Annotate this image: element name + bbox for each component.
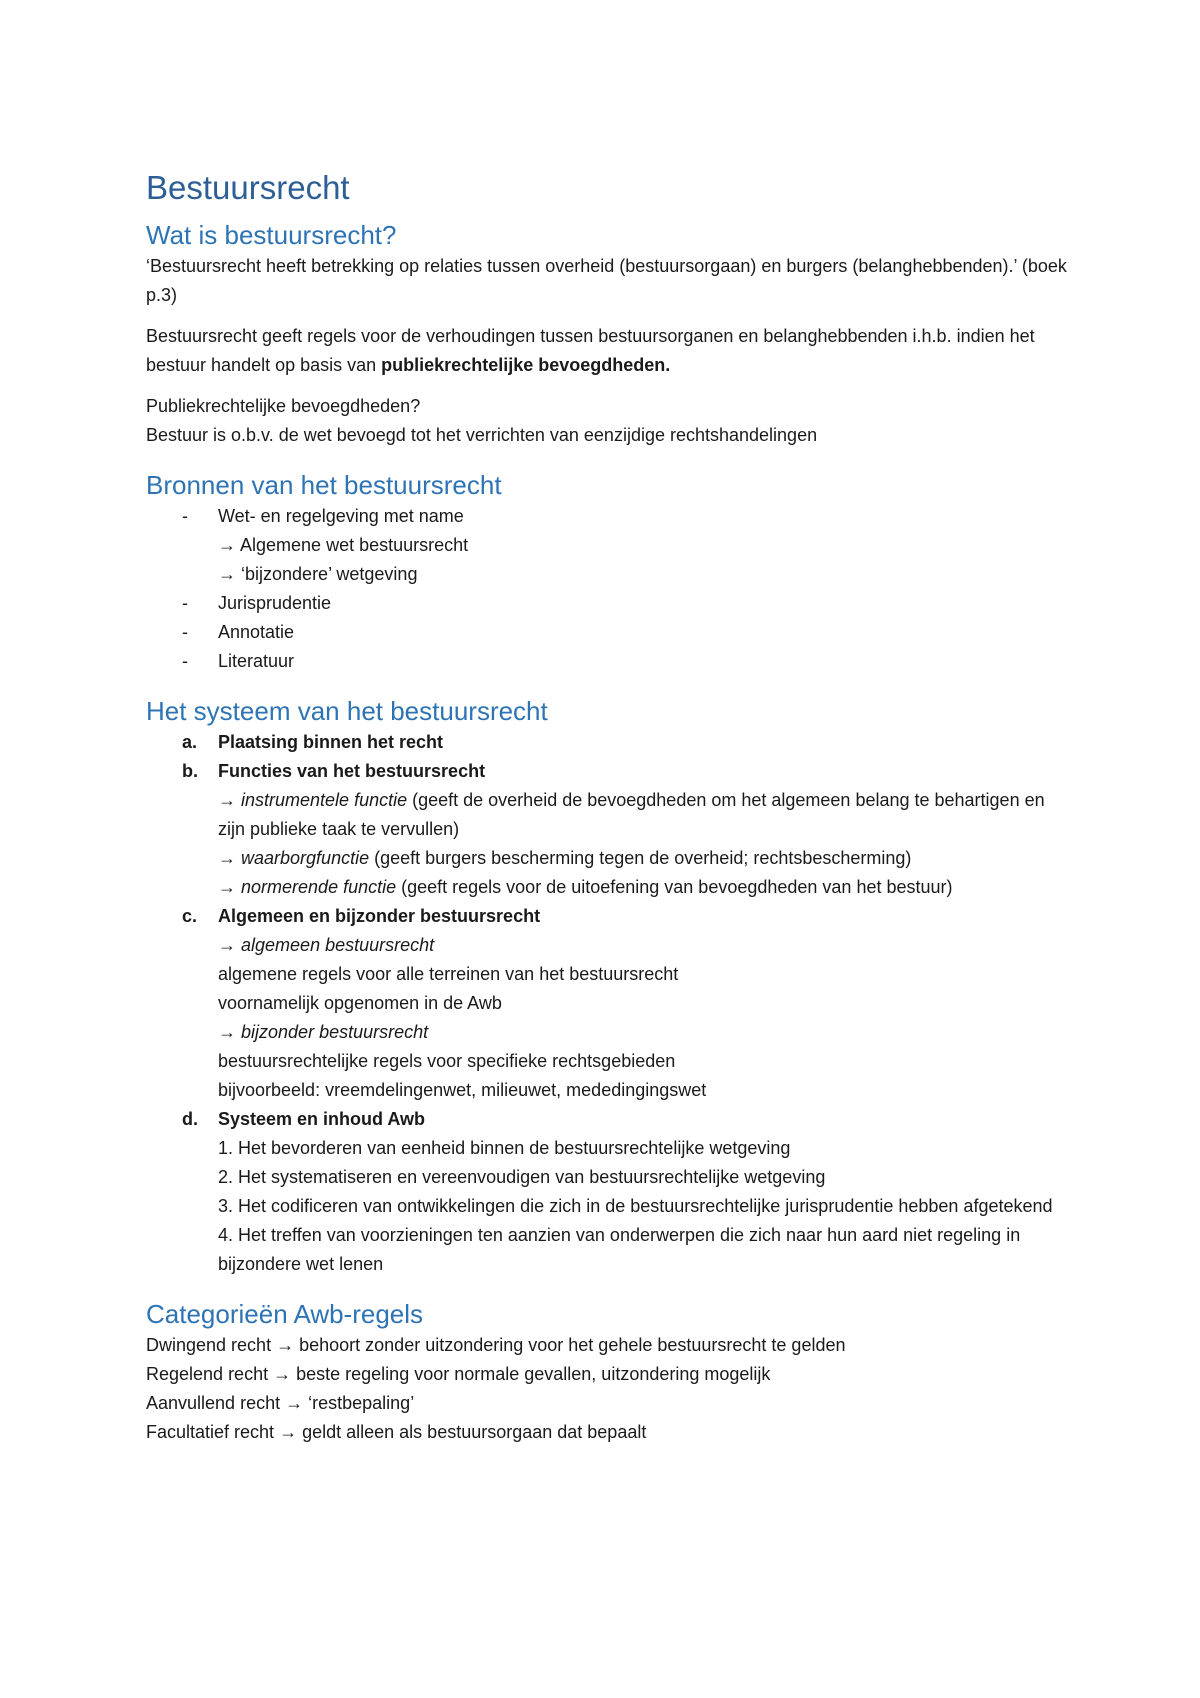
list-marker: - (182, 651, 188, 671)
category-row (146, 1389, 1076, 1418)
arrow-icon: → (273, 1364, 292, 1384)
arrow-icon: → (218, 790, 236, 810)
category-desc: beste regeling voor normale gevallen, uitzondering mogelijk (296, 1364, 771, 1384)
category-desc: behoort zonder uitzondering voor het gehele bestuursrecht te gelden (299, 1335, 846, 1355)
function-desc: (geeft regels voor de uitoefening van bevoegdheden van het bestuur) (396, 877, 953, 897)
list-item-text: Algemeen en bijzonder bestuursrecht (218, 906, 541, 926)
function-term: normerende functie (241, 877, 397, 897)
sub-item-line: algemene regels voor alle terreinen van het bestuursrecht (218, 964, 679, 984)
category-row (146, 1360, 1076, 1389)
intro-bold-text: publiekrechtelijke bevoegdheden. (381, 355, 671, 375)
category-desc: ‘restbepaling’ (308, 1393, 415, 1413)
list-marker: a. (182, 732, 198, 752)
awb-point: 1. Het bevorderen van eenheid binnen de bestuursrechtelijke wetgeving (218, 1138, 791, 1158)
quote-paragraph: ‘Bestuursrecht heeft betrekking op relaties tussen overheid (bestuursorgaan) en burgers (belanghebbenden).’ (boek p.3) (146, 256, 1067, 305)
list-marker: - (182, 506, 188, 526)
document-title: Bestuursrecht (146, 169, 350, 206)
function-term: waarborgfunctie (241, 848, 370, 868)
arrow-icon: → (218, 1022, 236, 1042)
powers-question: Publiekrechtelijke bevoegdheden? (146, 396, 421, 416)
function-desc: (geeft burgers bescherming tegen de overheid; rechtsbescherming) (369, 848, 912, 868)
category-row (146, 1331, 1076, 1360)
category-term: Dwingend recht (146, 1335, 272, 1355)
heading-categorieen: Categorieën Awb-regels (146, 1299, 424, 1329)
intro-text: Bestuursrecht geeft regels voor de verhoudingen tussen bestuursorganen en belanghebbenden i.h.b. indien het bestuur handelt op basis van (146, 326, 1035, 375)
category-desc: geldt alleen als bestuursorgaan dat bepaalt (302, 1422, 647, 1442)
arrow-icon: → (218, 564, 236, 584)
list-item-text: Systeem en inhoud Awb (218, 1109, 426, 1129)
list-item (146, 1105, 1076, 1279)
list-item-text: Literatuur (218, 651, 295, 671)
arrow-icon: → (218, 877, 236, 897)
list-item-text: Functies van het bestuursrecht (218, 761, 486, 781)
sub-item (218, 1018, 1076, 1047)
list-item-text: Plaatsing binnen het recht (218, 732, 444, 752)
sub-item-line: voornamelijk opgenomen in de Awb (218, 993, 502, 1013)
function-term: instrumentele functie (241, 790, 408, 810)
powers-answer: Bestuur is o.b.v. de wet bevoegd tot het verrichten van eenzijdige rechtshandelingen (146, 425, 818, 445)
list-item-text: Wet- en regelgeving met name (218, 506, 464, 526)
arrow-icon: → (285, 1393, 304, 1413)
sub-item-text: ‘bijzondere’ wetgeving (241, 564, 418, 584)
document-content (146, 168, 1076, 1447)
awb-point: 2. Het systematiseren en vereenvoudigen van bestuursrechtelijke wetgeving (218, 1167, 826, 1187)
list-item-text: Jurisprudentie (218, 593, 332, 613)
list-item (146, 589, 1076, 618)
sources-list (146, 502, 1076, 676)
list-item (146, 647, 1076, 676)
sub-item-line: bijvoorbeeld: vreemdelingenwet, milieuwet, mededingingswet (218, 1080, 707, 1100)
list-marker: - (182, 593, 188, 613)
category-row (146, 1418, 1076, 1447)
sub-item (218, 531, 1076, 560)
intro-paragraph (146, 322, 1076, 380)
list-item (146, 502, 1076, 589)
sub-item-line: bestuursrechtelijke regels voor specifieke rechtsgebieden (218, 1051, 676, 1071)
list-item (146, 728, 1076, 757)
sub-item-term: algemeen bestuursrecht (241, 935, 435, 955)
arrow-icon: → (218, 935, 236, 955)
sub-item-term: bijzonder bestuursrecht (241, 1022, 429, 1042)
list-item (146, 757, 1076, 902)
function-item (218, 873, 1076, 902)
heading-systeem: Het systeem van het bestuursrecht (146, 696, 548, 726)
list-marker: c. (182, 906, 198, 926)
list-item (146, 902, 1076, 1105)
awb-point: 4. Het treffen van voorzieningen ten aanzien van onderwerpen die zich naar hun aard niet regeling in bijzondere wet lenen (218, 1225, 1021, 1274)
sub-item (218, 560, 1076, 589)
function-item (218, 844, 1076, 873)
arrow-icon: → (218, 848, 236, 868)
arrow-icon: → (276, 1335, 295, 1355)
list-marker: - (182, 622, 188, 642)
arrow-icon: → (218, 535, 236, 555)
heading-bronnen: Bronnen van het bestuursrecht (146, 470, 502, 500)
list-item-text: Annotatie (218, 622, 295, 642)
list-marker: b. (182, 761, 198, 781)
category-term: Regelend recht (146, 1364, 269, 1384)
sub-item (218, 931, 1076, 960)
sub-item-text: Algemene wet bestuursrecht (240, 535, 469, 555)
category-term: Facultatief recht (146, 1422, 275, 1442)
powers-paragraph (146, 392, 1076, 450)
category-term: Aanvullend recht (146, 1393, 281, 1413)
function-item (218, 786, 1076, 844)
arrow-icon: → (279, 1422, 298, 1442)
list-item (146, 618, 1076, 647)
function-desc: (geeft de overheid de bevoegdheden om het algemeen belang te behartigen en zijn publieke taak te vervullen) (218, 790, 1045, 839)
awb-point: 3. Het codificeren van ontwikkelingen die zich in de bestuursrechtelijke jurisprudentie hebben afgetekend (218, 1196, 1053, 1216)
list-marker: d. (182, 1109, 198, 1129)
system-list (146, 728, 1076, 1279)
heading-wat-is-bestuursrecht: Wat is bestuursrecht? (146, 220, 397, 250)
